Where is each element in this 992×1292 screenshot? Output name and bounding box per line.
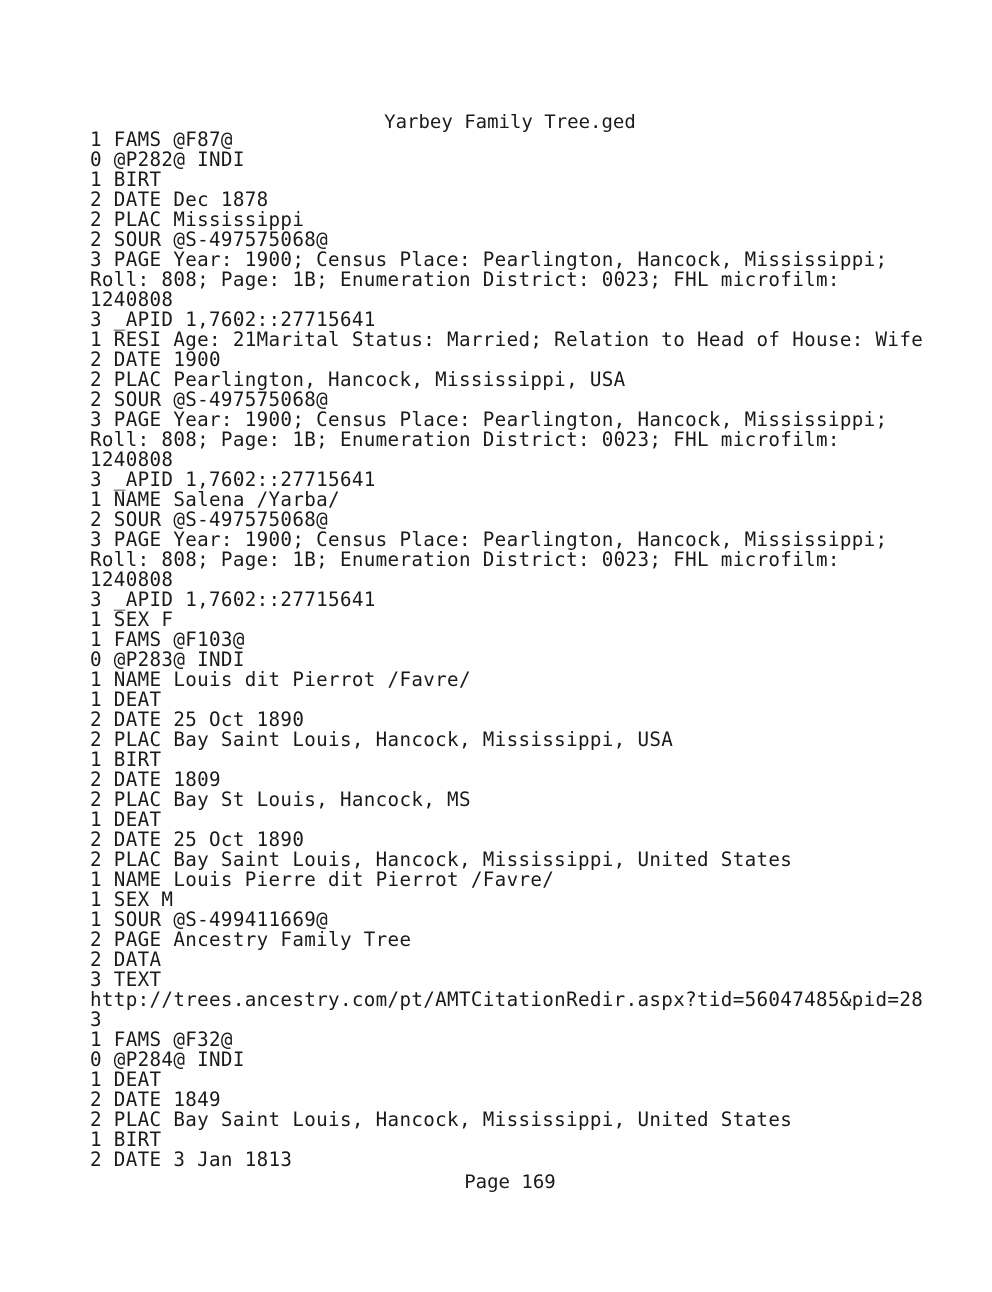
gedcom-line: 1 BIRT xyxy=(90,168,162,191)
gedcom-line: Roll: 808; Page: 1B; Enumeration District: 0023; FHL microfilm: xyxy=(90,428,840,451)
gedcom-line: 1 SEX F xyxy=(90,608,174,631)
gedcom-line: 2 SOUR @S-497575068@ xyxy=(90,388,329,411)
gedcom-line: 0 @P283@ INDI xyxy=(90,648,245,671)
gedcom-line: 2 DATE 25 Oct 1890 xyxy=(90,828,305,851)
gedcom-line: 1240808 xyxy=(90,288,174,311)
gedcom-line: 3 _APID 1,7602::27715641 xyxy=(90,588,376,611)
gedcom-line: 1 BIRT xyxy=(90,1128,162,1151)
gedcom-line: 2 PLAC Bay Saint Louis, Hancock, Mississippi, United States xyxy=(90,848,793,871)
page-number: Page 169 xyxy=(464,1171,556,1193)
gedcom-line: 3 PAGE Year: 1900; Census Place: Pearlington, Hancock, Mississippi; xyxy=(90,528,888,551)
gedcom-line: 1 FAMS @F87@ xyxy=(90,128,233,151)
gedcom-line: 1240808 xyxy=(90,448,174,471)
gedcom-line: 1 SEX M xyxy=(90,888,174,911)
gedcom-line: 2 PLAC Bay Saint Louis, Hancock, Mississippi, USA xyxy=(90,728,674,751)
gedcom-line: 2 DATA xyxy=(90,948,162,971)
gedcom-line: 1240808 xyxy=(90,568,174,591)
gedcom-line: 1 DEAT xyxy=(90,808,162,831)
gedcom-line: 2 PLAC Pearlington, Hancock, Mississippi, USA xyxy=(90,368,626,391)
gedcom-line: Roll: 808; Page: 1B; Enumeration District: 0023; FHL microfilm: xyxy=(90,548,840,571)
gedcom-line: 2 SOUR @S-497575068@ xyxy=(90,508,329,531)
gedcom-line: 3 PAGE Year: 1900; Census Place: Pearlington, Hancock, Mississippi; xyxy=(90,248,888,271)
gedcom-line: 1 FAMS @F32@ xyxy=(90,1028,233,1051)
gedcom-line: 2 DATE 25 Oct 1890 xyxy=(90,708,305,731)
page-title: Yarbey Family Tree.ged xyxy=(384,111,636,133)
gedcom-text-block xyxy=(90,130,970,1170)
gedcom-line: 1 SOUR @S-499411669@ xyxy=(90,908,329,931)
gedcom-line: 2 DATE 1809 xyxy=(90,768,221,791)
gedcom-line: 1 NAME Louis dit Pierrot /Favre/ xyxy=(90,668,471,691)
gedcom-line: 2 SOUR @S-497575068@ xyxy=(90,228,329,251)
gedcom-line: 2 DATE Dec 1878 xyxy=(90,188,269,211)
gedcom-line: 0 @P284@ INDI xyxy=(90,1048,245,1071)
gedcom-line: 2 DATE 3 Jan 1813 xyxy=(90,1148,293,1171)
gedcom-line: 3 PAGE Year: 1900; Census Place: Pearlington, Hancock, Mississippi; xyxy=(90,408,888,431)
gedcom-line: 1 DEAT xyxy=(90,1068,162,1091)
gedcom-line: 0 @P282@ INDI xyxy=(90,148,245,171)
gedcom-line: http://trees.ancestry.com/pt/AMTCitationRedir.aspx?tid=56047485&pid=28 xyxy=(90,988,924,1011)
gedcom-line: 2 DATE 1849 xyxy=(90,1088,221,1111)
gedcom-line: 3 xyxy=(90,1008,102,1031)
gedcom-line: 3 _APID 1,7602::27715641 xyxy=(90,468,376,491)
gedcom-line: 1 BIRT xyxy=(90,748,162,771)
gedcom-line: 2 PLAC Bay Saint Louis, Hancock, Mississippi, United States xyxy=(90,1108,793,1131)
gedcom-line: Roll: 808; Page: 1B; Enumeration District: 0023; FHL microfilm: xyxy=(90,268,840,291)
gedcom-line: 3 TEXT xyxy=(90,968,162,991)
gedcom-line: 2 DATE 1900 xyxy=(90,348,221,371)
gedcom-line: 1 DEAT xyxy=(90,688,162,711)
gedcom-line: 2 PAGE Ancestry Family Tree xyxy=(90,928,412,951)
gedcom-line: 1 NAME Louis Pierre dit Pierrot /Favre/ xyxy=(90,868,555,891)
gedcom-line: 2 PLAC Bay St Louis, Hancock, MS xyxy=(90,788,471,811)
gedcom-line: 1 RESI Age: 21Marital Status: Married; Relation to Head of House: Wife xyxy=(90,328,924,351)
gedcom-line: 3 _APID 1,7602::27715641 xyxy=(90,308,376,331)
gedcom-line: 2 PLAC Mississippi xyxy=(90,208,305,231)
gedcom-line: 1 NAME Salena /Yarba/ xyxy=(90,488,340,511)
gedcom-line: 1 FAMS @F103@ xyxy=(90,628,245,651)
